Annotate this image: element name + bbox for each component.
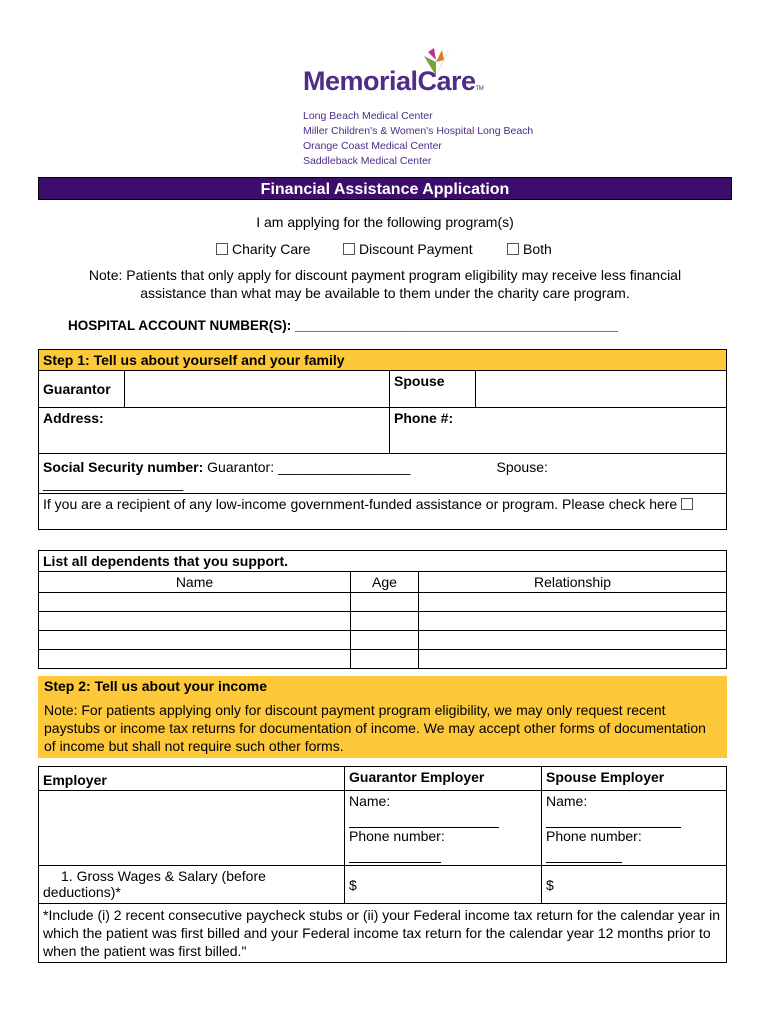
phone-field[interactable]: Phone #: bbox=[390, 408, 727, 454]
dependent-name-cell[interactable] bbox=[39, 650, 351, 669]
step2-section bbox=[38, 676, 727, 758]
guarantor-wages-field[interactable]: $ bbox=[345, 866, 542, 904]
checkbox-icon[interactable] bbox=[681, 498, 693, 510]
dependent-row bbox=[39, 650, 727, 669]
facility-miller-childrens: Miller Children's & Women's Hospital Long Beach bbox=[303, 125, 534, 137]
step2-header: Step 2: Tell us about your income bbox=[44, 678, 267, 694]
dependent-name-cell[interactable] bbox=[39, 612, 351, 631]
dependent-row bbox=[39, 593, 727, 612]
dependent-age-cell[interactable] bbox=[351, 631, 419, 650]
programs-intro: I am applying for the following program(s) bbox=[256, 214, 514, 230]
facility-orange-coast: Orange Coast Medical Center bbox=[303, 140, 442, 152]
dependents-header: List all dependents that you support. bbox=[39, 551, 727, 572]
facility-long-beach: Long Beach Medical Center bbox=[303, 110, 433, 122]
guarantor-employer-field[interactable]: Name: Phone number: bbox=[345, 791, 542, 866]
gross-wages-label: 1. Gross Wages & Salary (before deductions)* bbox=[39, 866, 345, 904]
dependent-name-cell[interactable] bbox=[39, 631, 351, 650]
ssn-field[interactable]: Social Security number: Guarantor: _________________ Spouse: __________________ bbox=[39, 454, 727, 494]
program-option-discount[interactable]: Discount Payment bbox=[343, 241, 473, 257]
dependents-table bbox=[38, 550, 727, 669]
column-age: Age bbox=[351, 572, 419, 593]
checkbox-icon[interactable] bbox=[507, 243, 519, 255]
column-name: Name bbox=[39, 572, 351, 593]
step1-table bbox=[38, 349, 727, 530]
facility-saddleback: Saddleback Medical Center bbox=[303, 155, 432, 167]
dependent-row bbox=[39, 612, 727, 631]
column-relationship: Relationship bbox=[419, 572, 727, 593]
note-discount-line1: Note: Patients that only apply for discount payment program eligibility may receive less financial bbox=[88, 267, 682, 283]
program-option-both[interactable]: Both bbox=[507, 241, 552, 257]
checkbox-icon[interactable] bbox=[216, 243, 228, 255]
brand-name: MemorialCareTM bbox=[303, 66, 484, 96]
program-option-charity[interactable]: Charity Care bbox=[216, 241, 311, 257]
guarantor-field[interactable] bbox=[125, 371, 390, 408]
dependent-row bbox=[39, 631, 727, 650]
spouse-wages-field[interactable]: $ bbox=[542, 866, 727, 904]
dependent-name-cell[interactable] bbox=[39, 593, 351, 612]
income-table bbox=[38, 766, 727, 963]
guarantor-label: Guarantor bbox=[39, 371, 125, 408]
dependent-relationship-cell[interactable] bbox=[419, 631, 727, 650]
dependent-age-cell[interactable] bbox=[351, 650, 419, 669]
employer-field[interactable] bbox=[39, 791, 345, 866]
hospital-account-number[interactable]: HOSPITAL ACCOUNT NUMBER(S): ___________________________________________ bbox=[68, 318, 618, 333]
step2-note: Note: For patients applying only for discount payment program eligibility, we may only request recent paystubs or income tax returns for documentation of income. We may accept other forms of documentation of income but shall not require such other forms. bbox=[44, 702, 706, 754]
spouse-employer-label: Spouse Employer bbox=[542, 767, 727, 791]
spouse-field[interactable] bbox=[476, 371, 727, 408]
spouse-label: Spouse bbox=[390, 371, 476, 408]
spouse-employer-field[interactable]: Name: Phone number: bbox=[542, 791, 727, 866]
dependent-age-cell[interactable] bbox=[351, 612, 419, 631]
dependent-relationship-cell[interactable] bbox=[419, 650, 727, 669]
address-field[interactable]: Address: bbox=[39, 408, 390, 454]
form-title: Financial Assistance Application bbox=[38, 177, 732, 200]
dependent-relationship-cell[interactable] bbox=[419, 612, 727, 631]
guarantor-employer-label: Guarantor Employer bbox=[345, 767, 542, 791]
employer-label: Employer bbox=[39, 767, 345, 791]
step1-header: Step 1: Tell us about yourself and your family bbox=[39, 350, 727, 371]
income-footnote: *Include (i) 2 recent consecutive paycheck stubs or (ii) your Federal income tax return for the calendar year in which the patient was first billed and your Federal income tax return for the calendar year 12 months prior to when the patient was first billed." bbox=[39, 904, 727, 963]
dependent-relationship-cell[interactable] bbox=[419, 593, 727, 612]
low-income-recipient[interactable]: If you are a recipient of any low-income government-funded assistance or program. Please check here bbox=[39, 494, 727, 530]
memorialcare-logo bbox=[303, 44, 563, 169]
dependent-age-cell[interactable] bbox=[351, 593, 419, 612]
checkbox-icon[interactable] bbox=[343, 243, 355, 255]
note-discount-line2: assistance than what may be available to them under the charity care program. bbox=[140, 285, 630, 301]
